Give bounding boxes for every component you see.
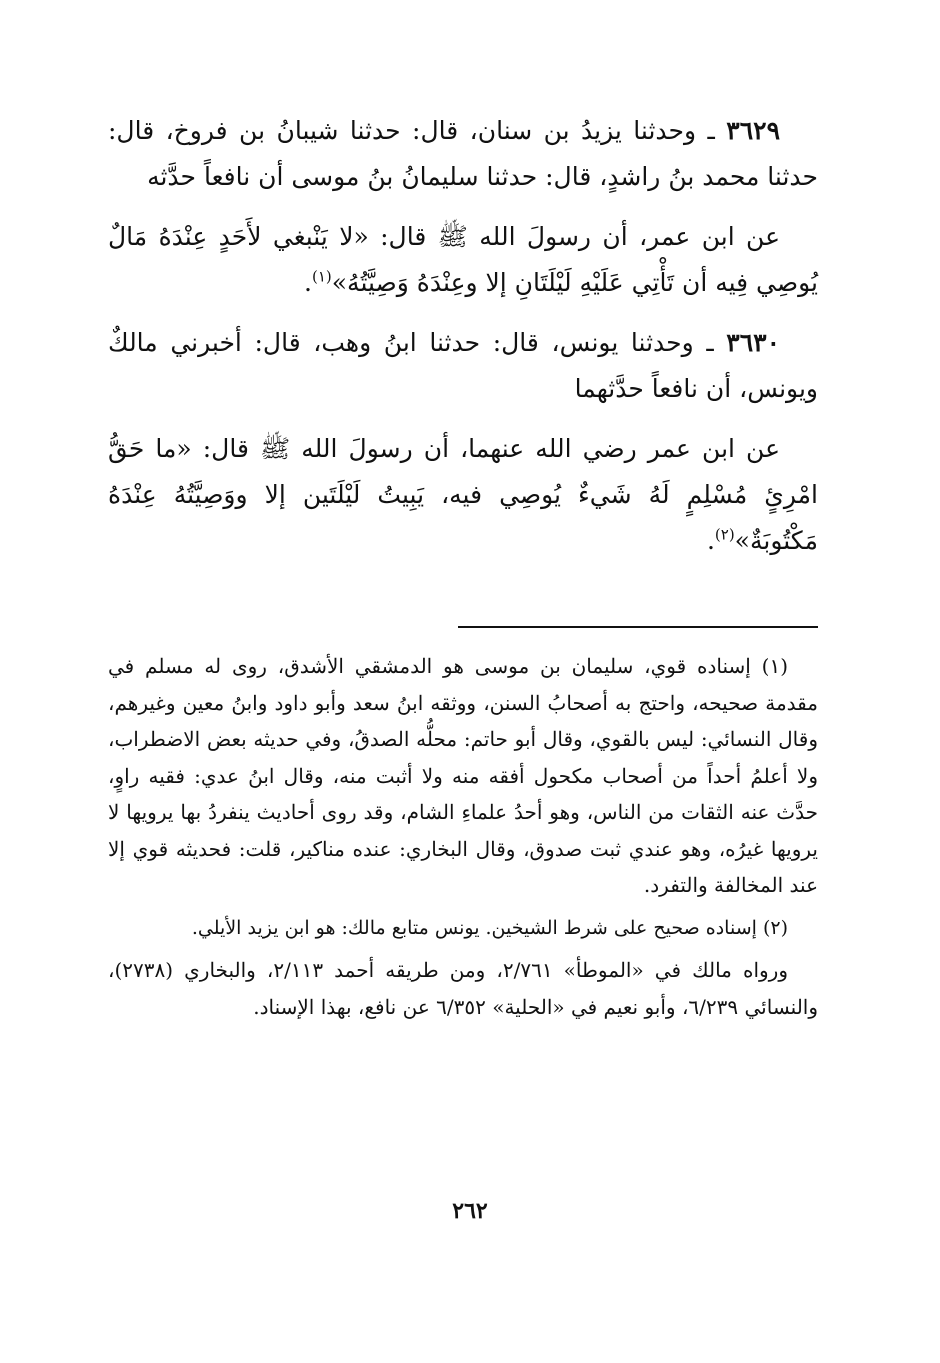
- hadith-matn: [108, 214, 818, 306]
- page-number: ٢٦٢: [452, 1198, 488, 1224]
- footnote-2-continuation: ورواه مالك في «الموطأ» ٢/٧٦١، ومن طريقه أحمد ٢/١١٣، والبخاري (٢٧٣٨)، والنسائي ٦/٢٣٩، وأبو نعيم في «الحلية» ٦/٣٥٢ عن نافع، بهذا الإسناد.: [108, 958, 818, 1019]
- footnote-2: (٢) إسناده صحيح على شرط الشيخين. يونس متابع مالك: هو ابن يزيد الأيلي.: [191, 916, 788, 939]
- footnote-divider: [458, 626, 818, 628]
- isnad-text: ـ وحدثنا يونس، قال: حدثنا ابنُ وهب، قال: أخبرني مالكٌ ويونس، أن نافعاً حدَّثهما: [108, 328, 818, 403]
- main-text: [108, 108, 818, 564]
- matn-end: .: [304, 268, 312, 297]
- hadith-matn: [108, 426, 818, 564]
- footnote-ref: (١): [311, 267, 332, 286]
- footnotes: [108, 648, 818, 1025]
- hadith-number: ٣٦٣٠: [726, 328, 780, 357]
- page-content: [108, 108, 818, 1031]
- footnote-1: (١) إسناده قوي، سليمان بن موسى هو الدمشقي الأشدق، روى له مسلم في مقدمة صحيحه، واحتج به أصحابُ السنن، ووثقه ابنُ سعد وأبو داود وابنُ معين وغيرهم، وقال النسائي: ليس بالقوي، وقال أبو حاتم: محلُّه الصدقُ، وفي حديثه بعض الاضطراب، ولا أعلمُ أحداً من أصحاب مكحول أفقه منه ولا أثبت منه، وقال ابنُ عدي: فقيه راوٍ، حدَّث عنه الثقات من الناس، وهو أحدُ علماءِ الشام، وقد روى أحاديث ينفردُ بها يرويها لا يرويها غيرُه، وهو عندي ثبت صدوق، وقال البخاري: عنده مناكير، قلت: فحديثه قوي إلا عند المخالفة والتفرد.: [108, 654, 818, 897]
- footnote-ref: (٢): [714, 525, 735, 544]
- matn-text: عن ابن عمر، أن رسولَ الله ﷺ قال: «لا يَنْبغي لأَحَدٍ عِنْدَهُ مَالٌ يُوصِي فِيه أن تَأْتِي عَلَيْهِ لَيْلَتَانِ إلا وعِنْدَهُ وَصِيَّتُهُ»: [108, 222, 818, 297]
- matn-end: .: [706, 526, 715, 555]
- hadith-isnad: [108, 108, 818, 200]
- isnad-text: ـ وحدثنا يزيدُ بن سنان، قال: حدثنا شيبانُ بن فروخ، قال: حدثنا محمد بنُ راشدٍ، قال: حدثنا سليمانُ بنُ موسى أن نافعاً حدَّثه: [108, 116, 818, 191]
- hadith-number: ٣٦٢٩: [726, 116, 780, 145]
- matn-text: عن ابن عمر رضي الله عنهما، أن رسولَ الله ﷺ قال: «ما حَقُّ امْرِئٍ مُسْلِمٍ لَهُ شَيءٌ يُوصِي فيه، يَبِيتُ لَيْلَتَين إلا ووَصِيَّتُهُ عِنْدَهُ مَكْتُوبَةٌ»: [108, 434, 818, 555]
- hadith-isnad: [108, 320, 818, 412]
- footnote-divider-wrap: [108, 592, 818, 628]
